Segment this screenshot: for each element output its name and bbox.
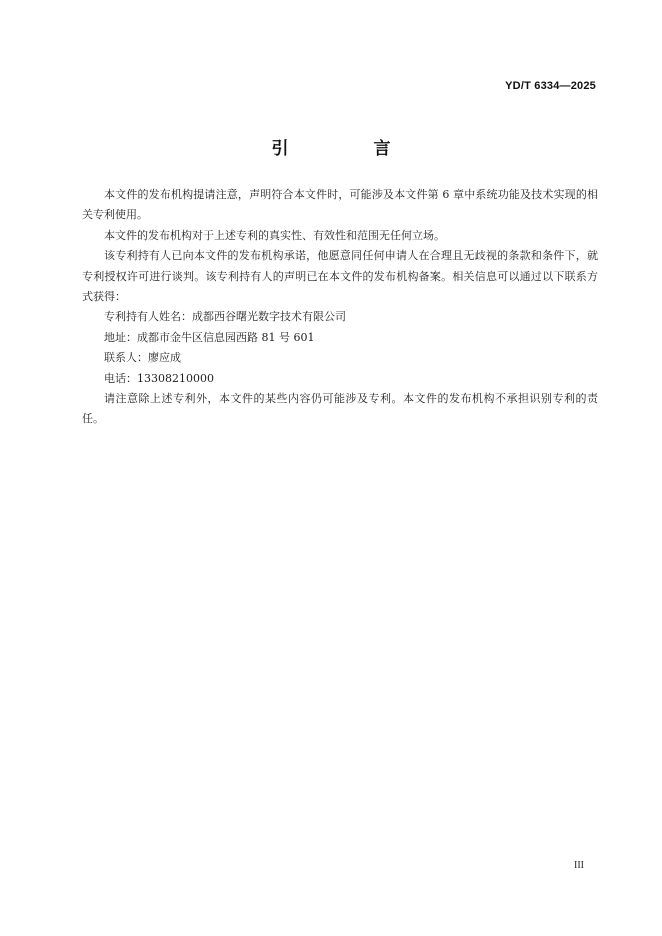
standard-code: YD/T 6334—2025	[505, 80, 596, 92]
paragraph-disclaimer: 请注意除上述专利外，本文件的某些内容仍可能涉及专利。本文件的发布机构不承担识别专利的责任。	[82, 392, 598, 426]
paragraph-holder-commitment: 该专利持有人已向本文件的发布机构承诺，他愿意同任何申请人在合理且无歧视的条款和条件下，就专利授权许可进行谈判。该专利持有人的声明已在本文件的发布机构备案。相关信息可以通过以下联系方式获得：	[82, 249, 598, 304]
paragraph-no-position: 本文件的发布机构对于上述专利的真实性、有效性和范围无任何立场。	[104, 228, 445, 242]
patent-contact-person: 联系人：廖应成	[104, 351, 181, 365]
patent-contact-phone: 电话：13308210000	[104, 371, 214, 385]
paragraph-patent-notice: 本文件的发布机构提请注意，声明符合本文件时，可能涉及本文件第 6 章中系统功能及技术实现的相关专利使用。	[82, 188, 598, 222]
page-number: III	[574, 860, 584, 871]
patent-holder-address: 地址：成都市金牛区信息园西路 81 号 601	[104, 330, 315, 344]
patent-holder-name: 专利持有人姓名：成都西谷曙光数字技术有限公司	[104, 310, 346, 324]
page-title: 引 言	[271, 139, 425, 159]
document-body	[82, 185, 598, 430]
